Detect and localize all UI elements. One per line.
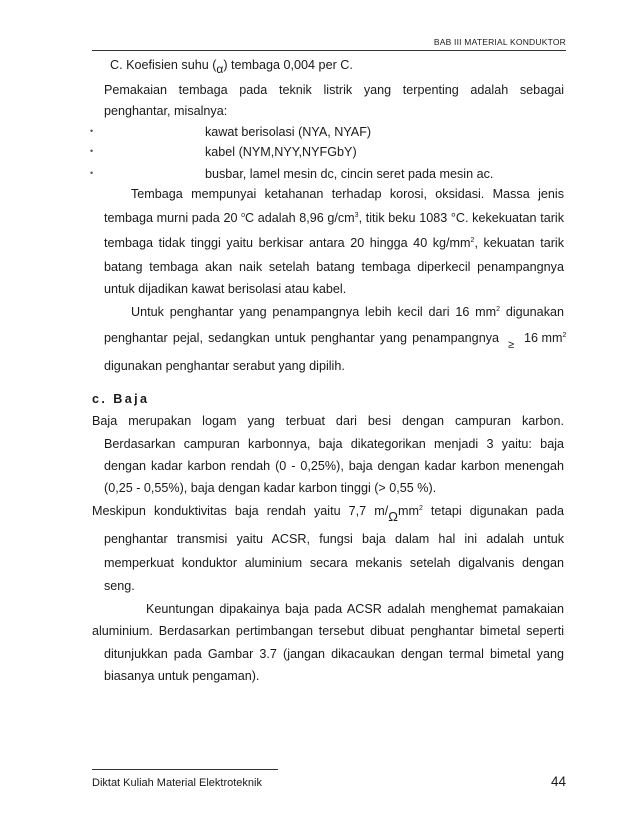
para1-line-4: batang tembaga akan naik setelah batang tembaga diperkecil penampangnya — [104, 260, 564, 274]
footer-rule — [92, 769, 278, 770]
pemakaian-line-1: Pemakaian tembaga pada teknik listrik yang terpenting adalah sebagai — [104, 83, 564, 97]
baja-line-3: dengan kadar karbon rendah (0 - 0,25%), baja dengan kadar karbon menengah — [104, 459, 564, 473]
bullet-marker: • — [90, 146, 94, 156]
header-rule — [92, 50, 566, 51]
greater-equal-symbol: ≥ — [508, 339, 515, 351]
alpha-symbol: α — [216, 62, 224, 76]
para2-line-3: digunakan penghantar serabut yang dipilih. — [104, 359, 345, 373]
para1-line-5: untuk dijadikan kawat berisolasi atau kabel. — [104, 282, 347, 296]
pemakaian-line-2: penghantar, misalnya: — [104, 104, 228, 118]
bullet-item: busbar, lamel mesin dc, cincin seret pada mesin ac. — [205, 167, 494, 181]
para3-line-1: Keuntungan dipakainya baja pada ACSR adalah menghemat pamakaian — [146, 602, 564, 616]
para1-line-2: tembaga murni pada 20 $^o$C adalah 8,96 $g/cm^3$, titik beku 1083 °C. kekekuatan tarik — [104, 211, 564, 225]
bullet-marker: • — [90, 126, 94, 136]
bullet-item: kawat berisolasi (NYA, NYAF) — [205, 125, 372, 139]
para2-line-1: Untuk penghantar yang penampangnya lebih kecil dari 16 $mm^2$ digunakan — [131, 305, 564, 319]
baja-line-6: penghantar transmisi yaitu ACSR, fungsi baja dalam hal ini adalah untuk — [104, 532, 564, 546]
para2-line-2b: 16 $mm^2$ — [524, 331, 567, 345]
omega-symbol: Ω — [388, 509, 398, 524]
koefisien-pre: C. Koefisien suhu ( — [110, 58, 217, 72]
bullet-marker: • — [90, 168, 94, 178]
para3-line-2: aluminium. Berdasarkan pertimbangan tersebut dibuat penghantar bimetal seperti — [92, 624, 564, 638]
baja-line-2: Berdasarkan campuran karbonnya, baja dikategorikan menjadi 3 yaitu: baja — [104, 437, 564, 451]
footer-title: Diktat Kuliah Material Elektroteknik — [92, 777, 262, 789]
baja-line-8: seng. — [104, 579, 135, 593]
para1-line-3: tembaga tidak tinggi yaitu berkisar antara 20 hingga 40 $kg/mm^2$, kekuatan tarik — [104, 236, 564, 250]
page-number: 44 — [550, 774, 566, 789]
running-header: BAB III MATERIAL KONDUKTOR — [433, 37, 566, 47]
koefisien-post: ) tembaga 0,004 per C. — [223, 58, 353, 72]
koefisien-line — [110, 57, 570, 76]
para3-line-4: biasanya untuk pengaman). — [104, 669, 260, 683]
section-heading-baja: c. Baja — [92, 392, 150, 406]
baja-line-5: Meskipun konduktivitas baja rendah yaitu 7,7 m/Ωmm$^2$ tetapi digunakan pada — [92, 504, 564, 524]
bullet-item: kabel (NYM,NYY,NYFGbY) — [205, 145, 357, 159]
para1-line-1: Tembaga mempunyai ketahanan terhadap korosi, oksidasi. Massa jenis — [131, 187, 564, 201]
baja-line-1: Baja merupakan logam yang terbuat dari besi dengan campuran karbon. — [92, 414, 564, 428]
para3-line-3: ditunjukkan pada Gambar 3.7 (jangan dikacaukan dengan termal bimetal yang — [104, 647, 564, 661]
baja-line-7: memperkuat konduktor aluminium secara mekanis setelah digalvanis dengan — [104, 556, 564, 570]
para2-line-2a: penghantar pejal, sedangkan untuk penghantar yang penampangnya — [104, 331, 499, 345]
baja-line-4: (0,25 - 0,55%), baja dengan kadar karbon tinggi (> 0,55 %). — [104, 481, 437, 495]
